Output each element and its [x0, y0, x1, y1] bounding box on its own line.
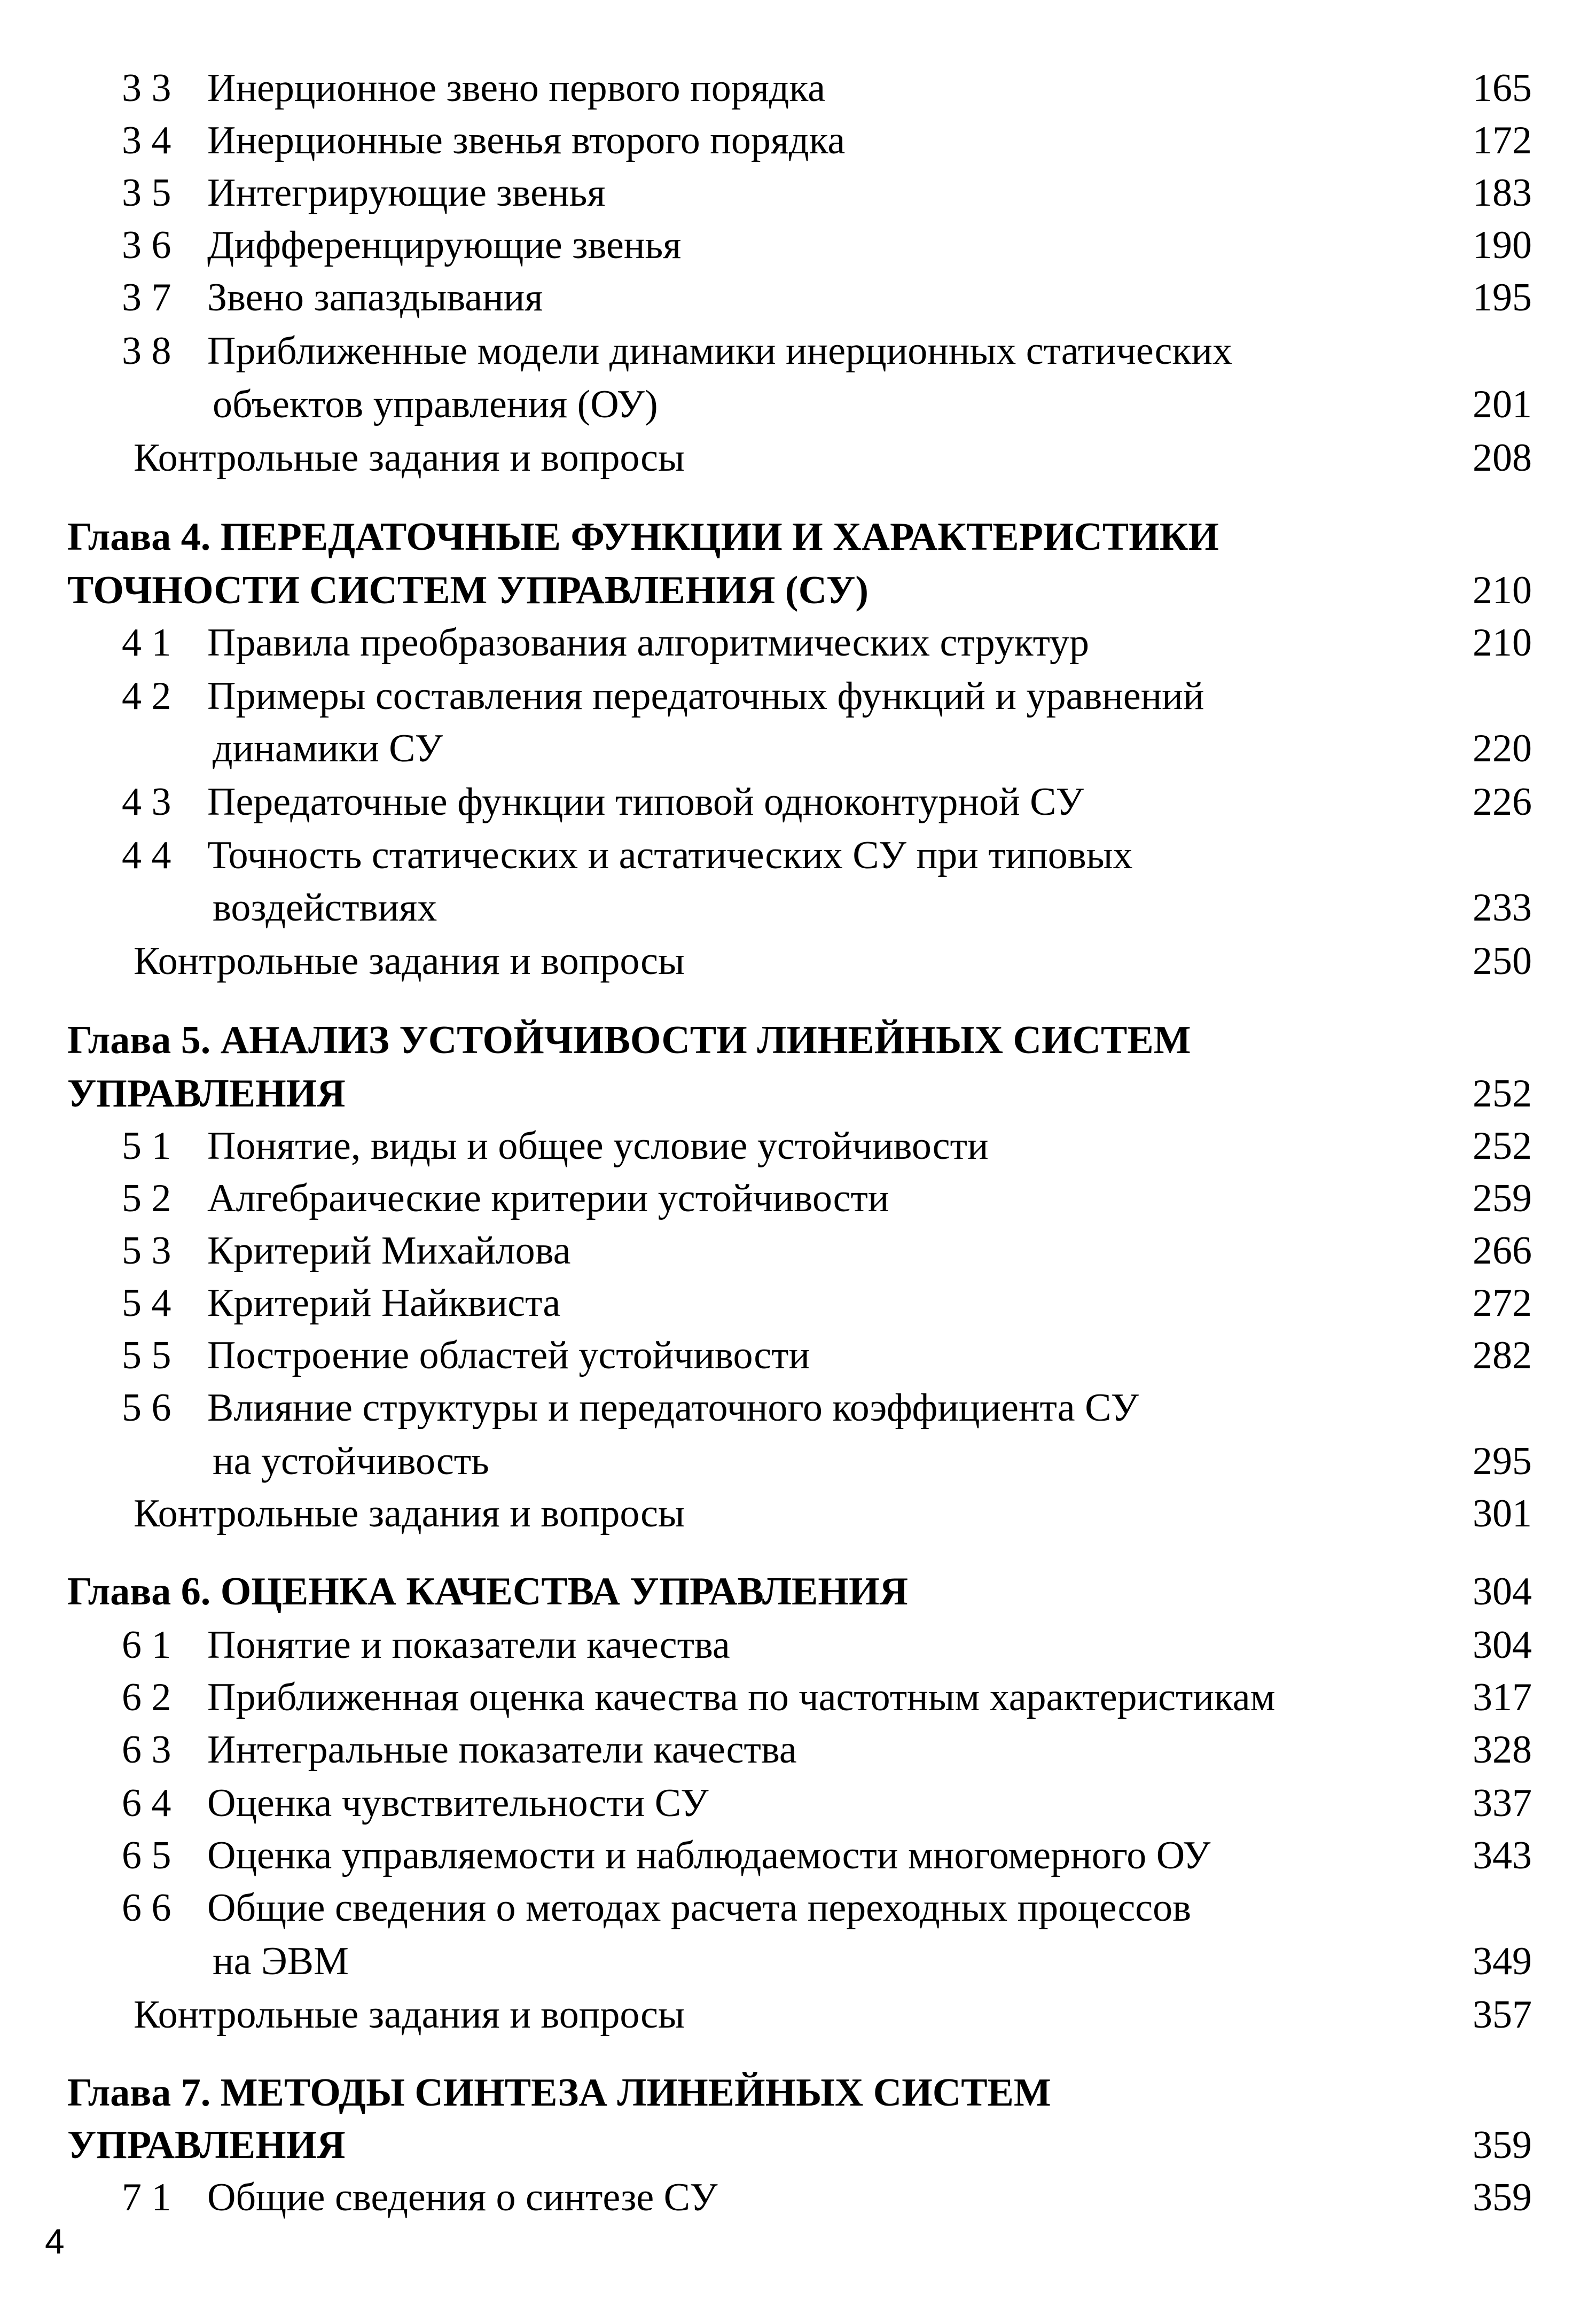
- chapter-4-heading: [0, 510, 1596, 564]
- page-ref: 317: [1473, 1675, 1532, 1719]
- chapter-title-continuation: ТОЧНОСТИ СИСТЕМ УПРАВЛЕНИЯ (СУ): [67, 568, 869, 612]
- section-number: 3 3: [122, 66, 171, 110]
- page-ref: 304: [1473, 1570, 1532, 1614]
- section-title: Оценка управляемости и наблюдаемости многомерного ОУ: [207, 1834, 1211, 1877]
- section-title: Алгебраические критерии устойчивости: [207, 1176, 889, 1220]
- page-ref: 295: [1473, 1439, 1532, 1483]
- chapter-title-continuation: УПРАВЛЕНИЯ: [67, 1072, 346, 1116]
- section-title: Звено запаздывания: [207, 276, 543, 319]
- toc-entry-6-6-cont: [0, 1935, 1596, 1988]
- page-ref: 165: [1473, 66, 1532, 110]
- section-title: Инерционные звенья второго порядка: [207, 119, 846, 162]
- section-number: 5 5: [122, 1334, 171, 1377]
- section-title: Критерий Михайлова: [207, 1229, 571, 1273]
- toc-entry-3-3: [0, 61, 1596, 115]
- page-ref: 301: [1473, 1492, 1532, 1536]
- section-title: Влияние структуры и передаточного коэффициента СУ: [207, 1386, 1139, 1430]
- toc-entry-3-8-cont: [0, 378, 1596, 431]
- section-title: Передаточные функции типовой одноконтурной СУ: [207, 780, 1084, 824]
- page-ref: 190: [1473, 223, 1532, 267]
- toc-entry-4-1: [0, 616, 1596, 669]
- section-title: Примеры составления передаточных функций и уравнений: [207, 674, 1204, 718]
- toc-entry-3-5: [0, 166, 1596, 220]
- toc-entry-7-1: [0, 2171, 1596, 2224]
- page-ref: 172: [1473, 119, 1532, 162]
- page-ref: 304: [1473, 1623, 1532, 1667]
- section-number: 4 1: [122, 621, 171, 665]
- section-number: 6 6: [122, 1886, 171, 1930]
- toc-entry-5-6-cont: [0, 1435, 1596, 1488]
- page-ref: 195: [1473, 276, 1532, 319]
- page-ref: 252: [1473, 1124, 1532, 1168]
- chapter-title-continuation: УПРАВЛЕНИЯ: [67, 2123, 346, 2167]
- page-ref: 357: [1473, 1993, 1532, 2037]
- page-ref: 349: [1473, 1939, 1532, 1983]
- toc-entry-ch3-control: [0, 431, 1596, 485]
- page-ref: 183: [1473, 171, 1532, 215]
- toc-entry-3-4: [0, 114, 1596, 167]
- section-title-continuation: динамики СУ: [213, 727, 443, 770]
- control-questions-title: Контрольные задания и вопросы: [134, 1993, 685, 2037]
- section-title: Понятие и показатели качества: [207, 1623, 730, 1667]
- toc-entry-3-8: [0, 324, 1596, 378]
- section-title: Приближенные модели динамики инерционных статических: [207, 329, 1232, 373]
- toc-entry-6-3: [0, 1723, 1596, 1776]
- toc-entry-4-3: [0, 775, 1596, 829]
- section-number: 5 2: [122, 1176, 171, 1220]
- toc-entry-4-2-cont: [0, 722, 1596, 775]
- section-title: Оценка чувствительности СУ: [207, 1781, 709, 1825]
- page-ref: 337: [1473, 1781, 1532, 1825]
- section-number: 3 6: [122, 223, 171, 267]
- section-title: Критерий Найквиста: [207, 1281, 561, 1325]
- chapter-5-heading-cont: [0, 1067, 1596, 1120]
- section-number: 5 3: [122, 1229, 171, 1273]
- toc-entry-ch4-control: [0, 934, 1596, 988]
- chapter-7-heading: [0, 2066, 1596, 2119]
- section-title-continuation: на ЭВМ: [213, 1939, 349, 1983]
- section-number: 6 4: [122, 1781, 171, 1825]
- chapter-7-heading-cont: [0, 2118, 1596, 2172]
- toc-entry-5-3: [0, 1224, 1596, 1277]
- section-number: 6 2: [122, 1675, 171, 1719]
- page-ref: 250: [1473, 939, 1532, 983]
- page-ref: 343: [1473, 1834, 1532, 1877]
- toc-entry-ch6-control: [0, 1988, 1596, 2041]
- chapter-title: Глава 4. ПЕРЕДАТОЧНЫЕ ФУНКЦИИ И ХАРАКТЕРИСТИКИ: [67, 515, 1219, 559]
- section-title-continuation: объектов управления (ОУ): [213, 383, 658, 426]
- section-title: Интегрирующие звенья: [207, 171, 606, 215]
- section-number: 3 8: [122, 329, 171, 373]
- page-ref: 208: [1473, 436, 1532, 480]
- page-number: 4: [45, 2222, 65, 2261]
- toc-entry-6-4: [0, 1776, 1596, 1830]
- page-ref: 328: [1473, 1728, 1532, 1772]
- toc-entry-6-1: [0, 1618, 1596, 1672]
- section-number: 3 4: [122, 119, 171, 162]
- toc-entry-6-2: [0, 1671, 1596, 1724]
- section-number: 4 2: [122, 674, 171, 718]
- toc-entry-5-5: [0, 1329, 1596, 1382]
- section-title: Инерционное звено первого порядка: [207, 66, 826, 110]
- toc-entry-3-6: [0, 219, 1596, 272]
- section-number: 6 1: [122, 1623, 171, 1667]
- section-number: 5 1: [122, 1124, 171, 1168]
- section-title: Правила преобразования алгоритмических структур: [207, 621, 1089, 665]
- toc-entry-ch5-control: [0, 1487, 1596, 1540]
- chapter-4-heading-cont: [0, 564, 1596, 617]
- chapter-title: Глава 6. ОЦЕНКА КАЧЕСТВА УПРАВЛЕНИЯ: [67, 1570, 908, 1614]
- page-ref: 226: [1473, 780, 1532, 824]
- section-title: Общие сведения о методах расчета переходных процессов: [207, 1886, 1192, 1930]
- control-questions-title: Контрольные задания и вопросы: [134, 939, 685, 983]
- toc-entry-4-2: [0, 669, 1596, 723]
- page-ref: 252: [1473, 1072, 1532, 1116]
- page-ref: 259: [1473, 1176, 1532, 1220]
- page-ref: 359: [1473, 2176, 1532, 2219]
- control-questions-title: Контрольные задания и вопросы: [134, 436, 685, 480]
- section-number: 5 4: [122, 1281, 171, 1325]
- toc-entry-4-4: [0, 829, 1596, 882]
- toc-entry-5-1: [0, 1119, 1596, 1173]
- section-title: Дифференцирующие звенья: [207, 223, 682, 267]
- section-title: Точность статических и астатических СУ при типовых: [207, 833, 1133, 877]
- control-questions-title: Контрольные задания и вопросы: [134, 1492, 685, 1536]
- page-ref: 210: [1473, 568, 1532, 612]
- toc-entry-3-7: [0, 271, 1596, 324]
- page-ref: 220: [1473, 727, 1532, 770]
- toc-entry-6-6: [0, 1881, 1596, 1935]
- section-number: 3 5: [122, 171, 171, 215]
- section-number: 3 7: [122, 276, 171, 319]
- section-title-continuation: на устойчивость: [213, 1439, 489, 1483]
- section-title: Понятие, виды и общее условие устойчивости: [207, 1124, 989, 1168]
- toc-entry-5-6: [0, 1381, 1596, 1435]
- chapter-6-heading: [0, 1565, 1596, 1618]
- section-title: Общие сведения о синтезе СУ: [207, 2176, 718, 2219]
- toc-entry-6-5: [0, 1829, 1596, 1882]
- chapter-title: Глава 5. АНАЛИЗ УСТОЙЧИВОСТИ ЛИНЕЙНЫХ СИСТЕМ: [67, 1018, 1191, 1062]
- section-title: Построение областей устойчивости: [207, 1334, 810, 1377]
- chapter-5-heading: [0, 1014, 1596, 1067]
- toc-entry-5-4: [0, 1276, 1596, 1330]
- chapter-title: Глава 7. МЕТОДЫ СИНТЕЗА ЛИНЕЙНЫХ СИСТЕМ: [67, 2071, 1051, 2115]
- section-number: 5 6: [122, 1386, 171, 1430]
- toc-entry-4-4-cont: [0, 881, 1596, 934]
- page-ref: 210: [1473, 621, 1532, 665]
- page-ref: 266: [1473, 1229, 1532, 1273]
- section-title: Интегральные показатели качества: [207, 1728, 797, 1772]
- section-number: 4 4: [122, 833, 171, 877]
- section-number: 6 5: [122, 1834, 171, 1877]
- section-title-continuation: воздействиях: [213, 886, 437, 930]
- toc-entry-5-2: [0, 1172, 1596, 1225]
- section-number: 6 3: [122, 1728, 171, 1772]
- section-number: 4 3: [122, 780, 171, 824]
- section-number: 7 1: [122, 2176, 171, 2219]
- page-ref: 282: [1473, 1334, 1532, 1377]
- page-ref: 359: [1473, 2123, 1532, 2167]
- section-title: Приближенная оценка качества по частотным характеристикам: [207, 1675, 1276, 1719]
- page-ref: 233: [1473, 886, 1532, 930]
- page-ref: 272: [1473, 1281, 1532, 1325]
- page-ref: 201: [1473, 383, 1532, 426]
